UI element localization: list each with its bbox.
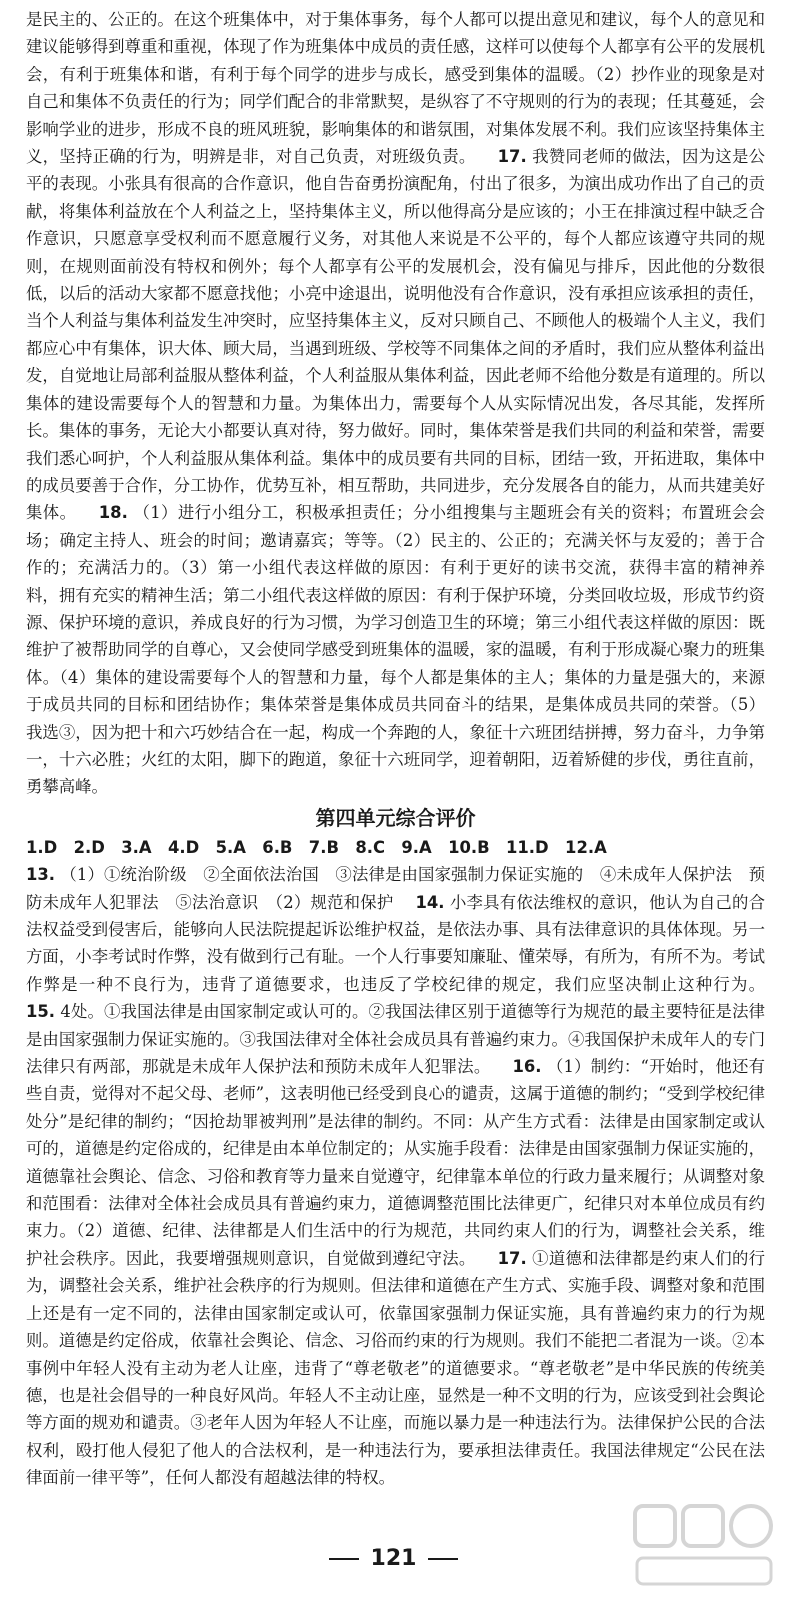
- answer-text: （1）制约：“开始时，他还有些自责，觉得对不起父母、老师”，这表明他已经受到良心的谴责，这属于道德的制约；“受到学校纪律处分”是纪律的制约；“因抢劫罪被判刑”是法律的制约。不同：从产生方式看：法律是由国家制定或认可的，道德是约定俗成的，纪律是由本单位制定的；从实施手段看：法律是由国家强制力保证实施的，道德靠社会舆论、信念、习俗和教育等力量来自觉遵守，纪律靠本单位的行政力量来履行；从调整对象和范围看：法律对全体社会成员具有普遍约束力，道德调整范围比法律更广，纪律只对本单位成员有约束力。（2）道德、纪律、法律都是人们生活中的行为规范，共同约束人们的行为，调整社会关系，维护社会秩序。因此，我要增强规则意识，自觉做到遵纪守法。: [26, 1057, 765, 1268]
- question-number: 17.: [497, 147, 527, 167]
- multiple-choice-answers: 1.D 2.D 3.A 4.D 5.A 6.B 7.B 8.C 9.A 10.B 11.D 12.A: [26, 837, 607, 857]
- question-number: 16.: [512, 1057, 542, 1077]
- paragraph-continued-answer: [26, 6, 765, 801]
- answer-text: 我赞同老师的做法，因为这是公平的表现。小张具有很高的合作意识，他自告奋勇扮演配角，付出了很多，为演出成功作出了自己的贡献，将集体利益放在个人利益之上，坚持集体主义，所以他得高分是应该的；小王在排演过程中缺乏合作意识，只愿意享受权利而不愿意履行义务，对其他人来说是不公平的，每个人都应该遵守共同的规则，在规则面前没有特权和例外；每个人都享有公平的发展机会，没有偏见与排斥，因此他的分数很低，以后的活动大家都不愿意找他；小亮中途退出，说明他没有合作意识，没有承担应该承担的责任，当个人利益与集体利益发生冲突时，应坚持集体主义，反对只顾自己、不顾他人的极端个人主义，我们都应心中有集体，识大体、顾大局，当遇到班级、学校等不同集体之间的矛盾时，我们应从整体利益出发，自觉地让局部利益服从整体利益，个人利益服从集体利益，因此老师不给他分数是有道理的。所以集体的建设需要每个人的智慧和力量。为集体出力，需要每个人从实际情况出发，各尽其能，发挥所长。集体的事务，无论大小都要认真对待，努力做好。同时，集体荣誉是我们共同的利益和荣誉，需要我们悉心呵护，个人利益服从集体利益。集体中的成员要有共同的目标，团结一致，开拓进取，集体中的成员要善于合作，分工协作，优势互补，相互帮助，共同进步，充分发展各自的能力，从而共建美好集体。: [26, 147, 765, 523]
- question-number: 18.: [98, 503, 128, 523]
- answer-text: ①道德和法律都是约束人们的行为，调整社会关系，维护社会秩序的行为规则。但法律和道德在产生方式、实施手段、调整对象和范围上还是有一定不同的，法律由国家制定或认可，依靠国家强制力保证实施，具有普遍约束力的行为规则。道德是约定俗成，依靠社会舆论、信念、习俗而约束的行为规则。我们不能把二者混为一谈。②本事例中年轻人没有主动为老人让座，违背了“尊老敬老”的道德要求。“尊老敬老”是中华民族的传统美德，也是社会倡导的一种良好风尚。年轻人不主动让座，显然是一种不文明的行为，应该受到社会舆论等方面的规劝和谴责。③老年人因为年轻人不让座，而施以暴力是一种违法行为。法律保护公民的合法权利，殴打他人侵犯了他人的合法权利，是一种违法行为，要承担法律责任。我国法律规定“公民在法律面前一律平等”，任何人都没有超越法律的特权。: [26, 1248, 765, 1488]
- question-number: 17.: [497, 1248, 527, 1268]
- answer-text: 是民主的、公正的。在这个班集体中，对于集体事务，每个人都可以提出意见和建议，每个人的意见和建议能够得到尊重和重视，体现了作为班集体中成员的责任感，这样可以使每个人都享有公平的发展机会，有利于班集体和谐，有利于每个同学的进步与成长，感受到集体的温暖。（2）抄作业的现象是对自己和集体不负责任的行为；同学们配合的非常默契，是纵容了不守规则的行为的表现；任其蔓延，会影响学业的进步，形成不良的班风班貌，影响集体的和谐氛围，对集体发展不利。我们应该坚持集体主义，坚持正确的行为，明辨是非，对自己负责，对班级负责。: [26, 10, 765, 167]
- answer-text: 4处。①我国法律是由国家制定或认可的。②我国法律区别于道德等行为规范的最主要特征是法律是由国家强制力保证实施的。③我国法律对全体社会成员具有普遍约束力。④我国保护未成年人的专门法律只有两部，那就是未成年人保护法和预防未成年人犯罪法。: [26, 1002, 765, 1077]
- question-number: 14.: [415, 892, 445, 912]
- answer-text: 小李具有依法维权的意识，他认为自己的合法权益受到侵害后，能够向人民法院提起诉讼维护权益，是依法办事、具有法律意识的具体体现。另一方面，小李考试时作弊，没有做到行己有耻。一个人行事要知廉耻、懂荣辱，有所为，有所不为。考试作弊是一种不良行为，违背了道德要求，也违反了学校纪律的规定，我们应坚决制止这种行为。: [26, 892, 766, 994]
- question-number: 15.: [26, 1002, 56, 1022]
- page-number: 121: [370, 1546, 417, 1571]
- watermark-logo-icon: [629, 1498, 779, 1594]
- answer-text: （1）进行小组分工，积极承担责任；分小组搜集与主题班会有关的资料；布置班会会场；确定主持人、班会的时间；邀请嘉宾；等等。（2）民主的、公正的；充满关怀与友爱的；善于合作的；充满活力的。（3）第一小组代表这样做的原因：有利于更好的读书交流，获得丰富的精神养料，拥有充实的精神生活；第二小组代表这样做的原因：有利于保护环境，分类回收垃圾，形成节约资源、保护环境的意识，养成良好的行为习惯，为学习创造卫生的环境；第三小组代表这样做的原因：既维护了被帮助同学的自尊心，又会使同学感受到班集体的温暖，家的温暖，有利于形成凝心聚力的班集体。（4）集体的建设需要每个人的智慧和力量，每个人都是集体的主人；集体的力量是强大的，来源于成员共同的目标和团结协作；集体荣誉是集体成员共同奋斗的结果，是集体成员共同的荣誉。（5）我选③，因为把十和六巧妙结合在一起，构成一个奔跑的人，象征十六班团结拼搏，努力奋斗，力争第一，十六必胜；火红的太阳，脚下的跑道，象征十六班同学，迎着朝阳，迈着矫健的步伐，勇往直前，勇攀高峰。: [26, 503, 765, 797]
- paragraph-unit-four-answers: [26, 861, 765, 1491]
- answer-text: （1）①统治阶级 ②全面依法治国 ③法律是由国家强制力保证实施的 ④未成年人保护法 预防未成年人犯罪法 ⑤法治意识 （2）规范和保护: [26, 865, 765, 912]
- footer-dash-right: [428, 1558, 458, 1560]
- section-title: 第四单元综合评价: [315, 805, 476, 830]
- question-number: 13.: [26, 865, 56, 885]
- footer-dash-left: [329, 1558, 359, 1560]
